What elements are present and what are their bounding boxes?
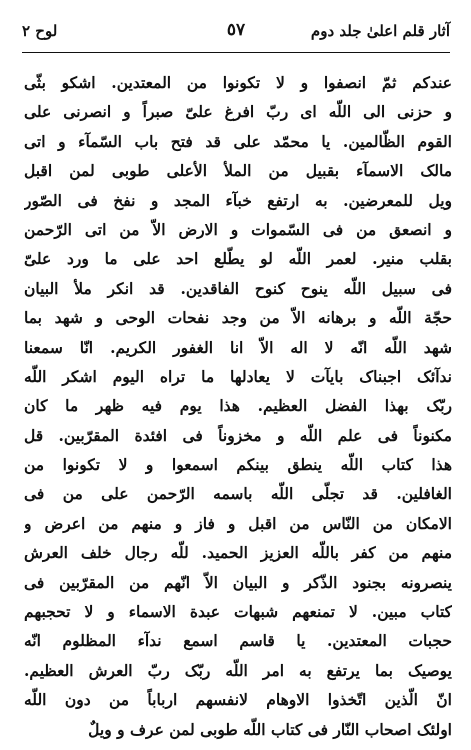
text-line: عندکم ثمّ انصفوا و لا تکونوا من المعتدین. اشکو بثّی (24, 73, 452, 92)
text-line: انّ الّذین اتّخذوا الاوهام لانفسهم ارباباً من دون اللّه (24, 690, 452, 710)
text-line: ربّک بهذا الفضل العظیم. هذا یوم فیه ظهر ما کان (24, 396, 452, 416)
text-line: حجّة اللّه و برهانه الاّ من وجد نفحات الوحی و شهد بما (24, 308, 452, 328)
running-title: آثار قلم اعلیٰ جلد دوم (310, 22, 450, 40)
text-line: بقلب منیر. لعمر اللّه لو یطّلع احد علی ما ورد علیّ (24, 249, 452, 269)
text-line: منهم من کفر باللّه العزیز الحمید. للّه رجال خلف العرش (24, 543, 452, 563)
text-line: اولئک اصحاب النّار فی کتاب اللّه طوبی لمن عرف و ویلٌ (88, 719, 452, 739)
page-header (22, 14, 450, 54)
text-line: هذا کتاب اللّه ینطق بینکم اسمعوا و لا تکونوا من (24, 455, 452, 475)
text-line: ویل للمعرضین. به ارتفع خبآء المجد و نفخ فی الصّور (24, 190, 452, 210)
text-line: ینصرونه بجنود الذّکر و البیان الاّ انّهم من المقرّبین فی (24, 572, 452, 592)
text-line: کتاب مبین. لا تمنعهم شبهات عبدة الاسماء و لا تحجبهم (24, 602, 452, 622)
text-line: و حزنی الی اللّه ای ربّ افرغ علیّ صبراً و انصرنی علی (24, 102, 452, 122)
text-line: ندآئک اجبناک بایآت لا یعادلها ما تراه الیوم اشکر اللّه (24, 366, 452, 386)
text-line: مالک الاسمآء بقبیل من الملأ الأعلی طوبی لمن اقبل (24, 161, 452, 181)
tablet-label: لوح ٢ (22, 22, 58, 40)
text-line: الغافلین. قد تجلّی اللّه باسمه الرّحمن علی من فی (24, 484, 452, 504)
text-line: و انصعق من فی السّموات و الارض الاّ من اتی الرّحمن (24, 219, 452, 239)
body-text (24, 68, 452, 744)
text-line: القوم الظّالمین. یا محمّد علی قد فتح باب السّمآء و اتی (24, 131, 452, 151)
text-line: شهد اللّه انّه لا اله الاّ انا الغفور الکریم. انّا سمعنا (24, 337, 452, 357)
text-line: مکنوناً فی علم اللّه و مخزوناً فی افئدة المقرّبین. قل (24, 425, 452, 445)
text-line: فی سبیل اللّه ینوح کنوح الفاقدین. قد انکر ملأ البیان (24, 278, 452, 298)
header-rule (22, 52, 450, 53)
page-number: ٥٧ (226, 20, 246, 40)
text-line: یوصیک بما یرتفع به امر اللّه ربّک ربّ العرش العظیم. (24, 660, 452, 680)
text-line: حجبات المعتدین. یا قاسم اسمع ندآء المظلوم انّه (24, 631, 452, 651)
text-line: الامکان من النّاس من اقبل و فاز و منهم من اعرض و (24, 513, 452, 533)
